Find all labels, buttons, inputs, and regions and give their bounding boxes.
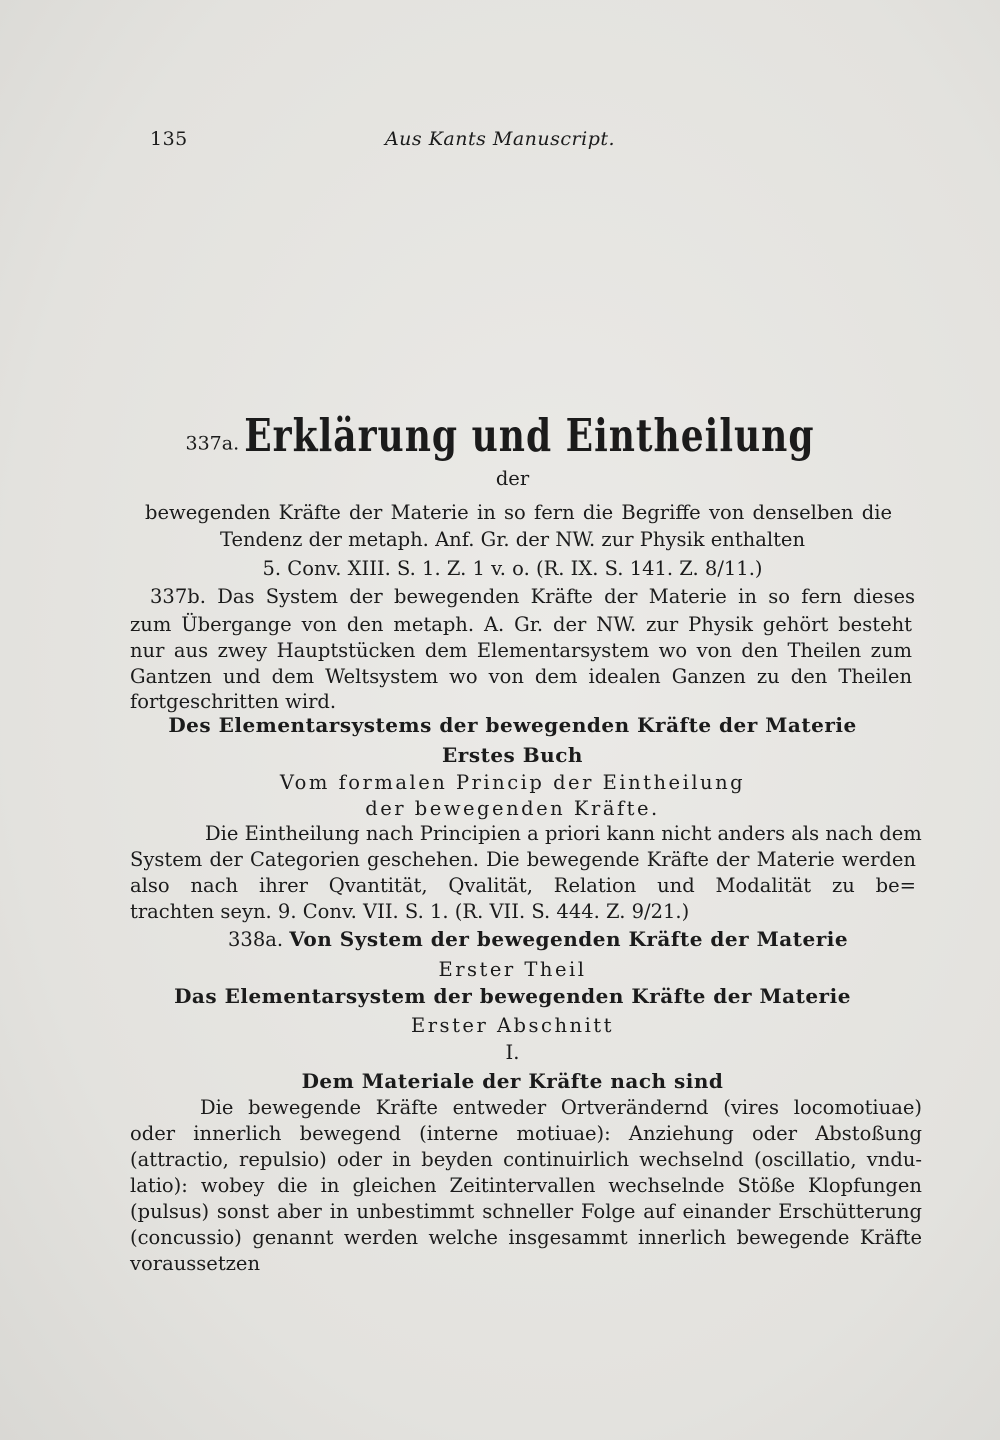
text-line: System der Categorien geschehen. Die bewegende Kräfte der Materie werden [130, 848, 916, 871]
text-line: Die Eintheilung nach Principien a priori kann nicht anders als nach dem [205, 822, 922, 845]
section-heading: Von System der bewegenden Kräfte der Materie [289, 927, 849, 951]
section-heading: der bewegenden Kräfte. [365, 797, 660, 820]
title-der: der [495, 467, 530, 490]
page-number: 135 [150, 128, 188, 150]
section-heading: Erster Abschnitt [411, 1014, 614, 1037]
text-line: Tendenz der metaph. Anf. Gr. der NW. zur Physik enthalten [219, 528, 806, 551]
main-title: Erklärung und Eintheilung [244, 409, 815, 463]
text-line: (attractio, repulsio) oder in beyden continuirlich wechselnd (oscillatio, vndu- [130, 1148, 922, 1171]
section-number: 338a. [228, 928, 284, 951]
running-title: Aus Kants Manuscript. [384, 128, 616, 150]
text-line: zum Übergange von den metaph. A. Gr. der NW. zur Physik gehört besteht [130, 613, 912, 636]
text-line: Die bewegende Kräfte entweder Ortverändernd (vires locomotiuae) [200, 1096, 922, 1119]
section-heading: Erstes Buch [442, 743, 583, 767]
text-line: trachten seyn. 9. Conv. VII. S. 1. (R. VII. S. 444. Z. 9/21.) [130, 900, 690, 923]
section-heading: Vom formalen Princip der Eintheilung [279, 771, 746, 794]
text-line: voraussetzen [130, 1252, 261, 1275]
section-338a-heading [228, 926, 908, 953]
text-line: also nach ihrer Qvantität, Qvalität, Relation und Modalität zu be= [130, 874, 916, 897]
section-heading: Dem Materiale der Kräfte nach sind [301, 1069, 724, 1093]
text-line: Gantzen und dem Weltsystem wo von dem idealen Ganzen zu den Theilen [130, 665, 912, 688]
section-heading: Das Elementarsystem der bewegenden Kräfte der Materie [174, 984, 851, 1008]
text-line: fortgeschritten wird. [130, 690, 337, 713]
roman-numeral: I. [505, 1041, 520, 1064]
text-line: bewegenden Kräfte der Materie in so fern die Begriffe von denselben die [145, 501, 892, 524]
section-heading: Des Elementarsystems der bewegenden Kräfte der Materie [168, 713, 857, 737]
section-number: 337a. [185, 432, 240, 455]
text-line: (concussio) genannt werden welche insgesammt innerlich bewegende Kräfte [130, 1226, 922, 1249]
text-line: latio): wobey die in gleichen Zeitintervallen wechselnde Stöße Klopfungen [130, 1174, 922, 1197]
page-header [150, 128, 850, 158]
text-line: oder innerlich bewegend (interne motiuae): Anziehung oder Abstoßung [130, 1122, 922, 1145]
text-line: 337b. Das System der bewegenden Kräfte der Materie in so fern dieses [150, 585, 915, 608]
text-line: 5. Conv. XIII. S. 1. Z. 1 v. o. (R. IX. S. 141. Z. 8/11.) [262, 557, 763, 580]
section-heading: Erster Theil [438, 958, 587, 981]
text-line: (pulsus) sonst aber in unbestimmt schneller Folge auf einander Erschütterung [130, 1200, 922, 1223]
section-337a-title [100, 409, 900, 463]
text-line: nur aus zwey Hauptstücken dem Elementarsystem wo von den Theilen zum [130, 639, 912, 662]
